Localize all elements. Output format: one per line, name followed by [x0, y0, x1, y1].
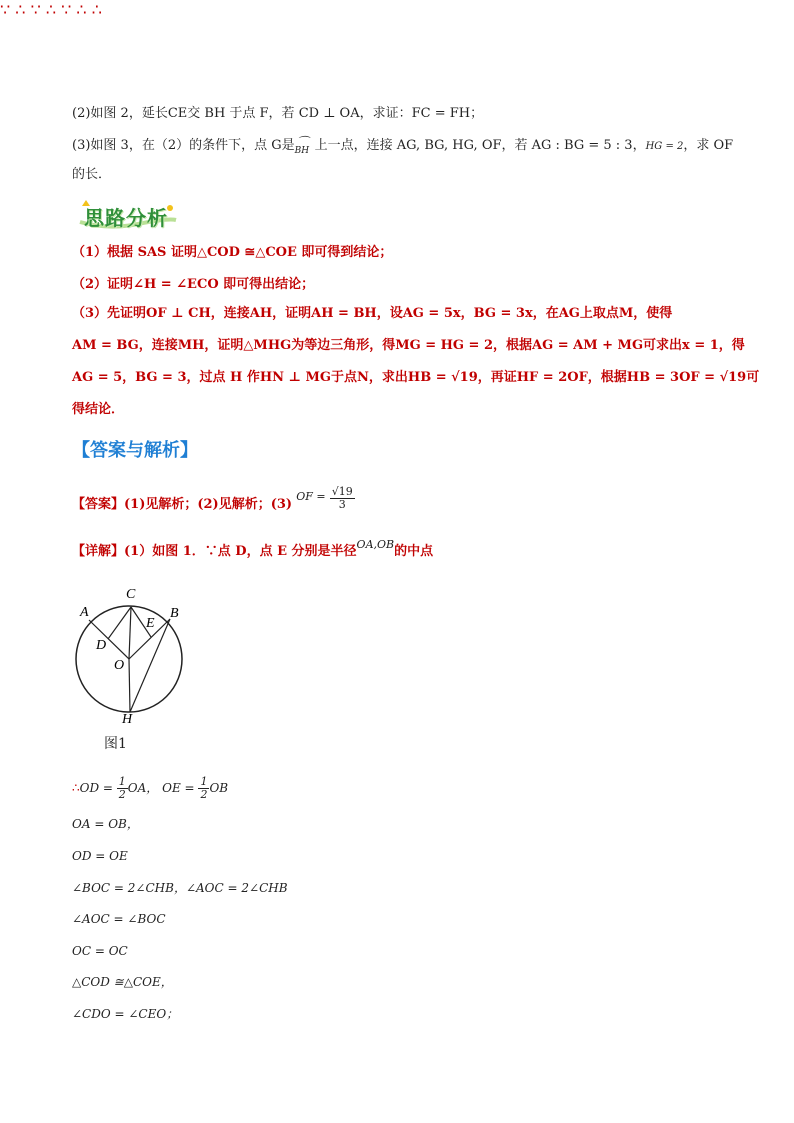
answer-section-heading: 【答案与解析】 — [72, 440, 198, 461]
problem-part-3 — [72, 137, 733, 156]
proof-step-1-c: OE = — [162, 781, 195, 795]
proof-step-6: OC = OC — [72, 944, 128, 958]
figure-1 — [70, 583, 210, 753]
segment-oa — [89, 620, 129, 659]
frac-1-den: 2 — [118, 788, 126, 801]
proof-mark: ∵ — [30, 0, 41, 19]
analysis-line-6: 得结论． — [72, 402, 125, 417]
arc-mark-icon: ⌒ — [296, 135, 309, 149]
point-d-label: D — [96, 638, 107, 653]
point-h-label: H — [122, 712, 133, 727]
figure-caption: 图1 — [104, 736, 127, 752]
proof-mark: ∴ — [91, 0, 102, 19]
segment-oh — [129, 659, 130, 712]
segment-oc — [129, 607, 131, 659]
point-c-label: C — [126, 587, 136, 602]
proof-step-3: OD = OE — [72, 849, 128, 863]
problem-part-3-text-e: 的长． — [72, 167, 112, 182]
proof-step-8: ∠CDO = ∠CEO； — [72, 1007, 179, 1021]
proof-mark: ∵ — [61, 0, 72, 19]
answer-lhs: OF = — [296, 490, 326, 503]
answer-line — [72, 485, 355, 517]
problem-part-2 — [72, 105, 483, 123]
proof-step-7: △COD ≅△COE， — [72, 975, 173, 989]
analysis-line-3: （3）先证明OF ⊥ CH，连接AH，证明AH = BH，设AG = 5x，BG = 3x，在AG上取点M，使得 — [72, 306, 673, 321]
answer-denominator: 3 — [338, 498, 346, 511]
analysis-badge — [78, 200, 178, 230]
analysis-line-5: AG = 5，BG = 3，过点 H 作HN ⊥ MG于点N，求出HB = √19，再证HF = 2OF，根据HB = 3OF = √19可 — [72, 370, 760, 385]
arc-bh-text: BH — [294, 146, 310, 156]
detail-tail: 的中点 — [394, 544, 434, 559]
proof-mark: ∴ — [76, 0, 87, 19]
proof-step-1-frac-2 — [198, 776, 209, 801]
arc-bh-label — [294, 135, 315, 160]
point-b-label: B — [170, 606, 179, 621]
proof-step-1-d: OB — [209, 781, 229, 795]
frac-2-den: 2 — [200, 788, 208, 801]
analysis-line-1: （1）根据 SAS 证明△COD ≅△COE 即可得到结论； — [72, 245, 393, 260]
proof-mark: ∴ — [72, 781, 80, 795]
proof-step-1-b: OA， — [127, 781, 159, 795]
problem-part-3-text-b: 上一点，连接 AG, BG, HG, OF，若 AG : BG = 5 : 3， — [314, 138, 646, 153]
frac-2-num: 1 — [200, 775, 208, 788]
proof-mark: ∵ — [0, 0, 11, 19]
detail-text: (1）如图 1．∵点 D，点 E 分别是半径 — [124, 544, 357, 559]
point-a-label: A — [80, 605, 89, 620]
proof-step-4: ∠BOC = 2∠CHB，∠AOC = 2∠CHB — [72, 881, 288, 895]
proof-mark: ∴ — [45, 0, 57, 19]
problem-part-3-hg: HG = 2 — [645, 141, 684, 152]
segment-cd — [108, 607, 131, 639]
point-o-label: O — [114, 658, 125, 673]
detail-line — [72, 538, 434, 561]
answer-fraction — [330, 486, 355, 511]
analysis-line-2: （2）证明∠H = ∠ECO 即可得出结论； — [72, 277, 315, 292]
proof-step-5: ∠AOC = ∠BOC — [72, 912, 166, 926]
problem-part-3-cont — [72, 166, 111, 184]
answer-label: 【答案】(1)见解析；(2)见解析；(3) — [72, 497, 293, 512]
detail-label: 【详解】 — [72, 544, 125, 559]
answer-numerator: √19 — [331, 485, 353, 498]
problem-part-3-text-d: ，求 OF — [683, 138, 734, 153]
frac-1-num: 1 — [118, 775, 126, 788]
point-e-label: E — [146, 616, 155, 631]
detail-radii: OA,OB — [356, 538, 395, 551]
proof-mark: ∴ — [15, 0, 26, 19]
proof-step-1 — [72, 776, 228, 801]
analysis-line-4: AM = BG，连接MH，证明△MHG为等边三角形，得MG = HG = 2，根据AG = AM + MG可求出x = 1，得 — [72, 338, 745, 353]
analysis-badge-label: 思路分析 — [84, 206, 168, 230]
proof-step-1-a: OD = — [79, 781, 113, 795]
proof-step-2: OA = OB， — [72, 817, 139, 831]
proof-step-1-frac-1 — [117, 776, 128, 801]
problem-part-3-text-a: (3)如图 3，在（2）的条件下，点 G是 — [72, 138, 295, 153]
problem-part-2-text: (2)如图 2，延长CE交 BH 于点 F，若 CD ⊥ OA，求证：FC = FH； — [72, 106, 484, 121]
